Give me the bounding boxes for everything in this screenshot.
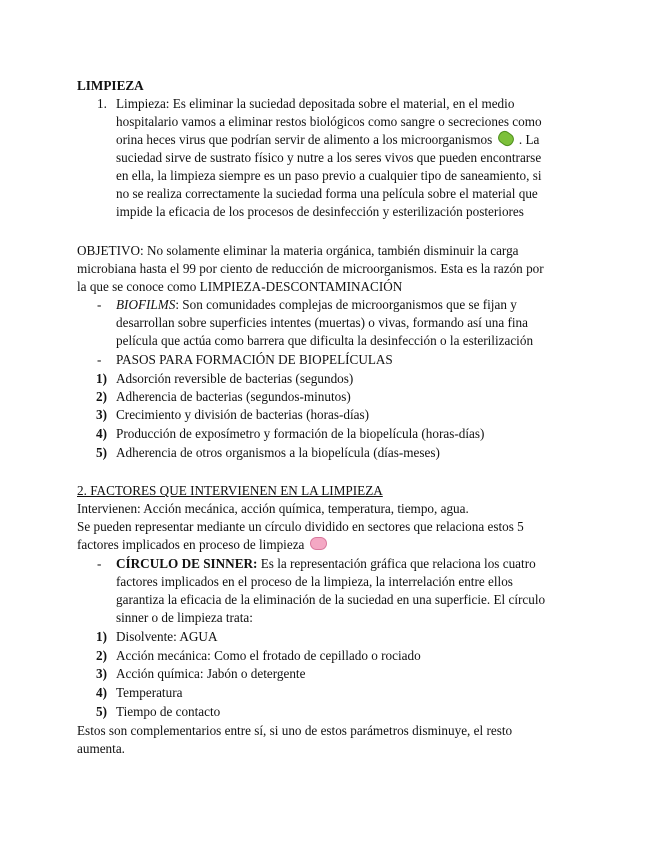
bullet-dash: -: [97, 556, 102, 571]
paragraph-line: [77, 536, 329, 554]
paragraph-line: [116, 131, 539, 149]
line-text: orina heces virus que podrían servir de alimento a los microorganismos: [116, 132, 493, 147]
paragraph-line: Intervienen: Acción mecánica, acción química, temperatura, tiempo, agua.: [77, 501, 469, 516]
section-heading: 2. FACTORES QUE INTERVIENEN EN LA LIMPIEZA: [77, 483, 383, 498]
list-item: Adherencia de bacterias (segundos-minutos): [116, 389, 351, 404]
list-item: Producción de exposímetro y formación de la biopelícula (horas-días): [116, 426, 485, 441]
line-text: : Son comunidades complejas de microorganismos que se fijan y: [175, 297, 517, 312]
paragraph-line: la que se conoce como LIMPIEZA-DESCONTAMINACIÓN: [77, 279, 403, 294]
paragraph-line: Se pueden representar mediante un círculo dividido en sectores que relaciona estos 5: [77, 519, 524, 534]
paragraph-line: desarrollan sobre superficies intentes (muertas) o vivas, formando así una fina: [116, 315, 528, 330]
list-number: 1): [96, 629, 107, 644]
bullet-dash: -: [97, 352, 102, 367]
line-text: Es la representación gráfica que relaciona los cuatro: [257, 556, 536, 571]
paragraph-line: sinner o de limpieza trata:: [116, 610, 253, 625]
term: CÍRCULO DE SINNER:: [116, 556, 258, 571]
paragraph-line: microbiana hasta el 99 por ciento de reducción de microorganismos. Esta es la razón por: [77, 261, 544, 276]
list-item: Acción química: Jabón o detergente: [116, 666, 306, 681]
section-title: LIMPIEZA: [77, 78, 144, 93]
list-number: 4): [96, 426, 107, 441]
paragraph-line: [116, 296, 517, 314]
list-number: 5): [96, 704, 107, 719]
list-item: Tiempo de contacto: [116, 704, 221, 719]
paragraph-line: aumenta.: [77, 741, 125, 756]
list-heading: PASOS PARA FORMACIÓN DE BIOPELÍCULAS: [116, 352, 393, 367]
list-item: Disolvente: AGUA: [116, 629, 218, 644]
list-item: Temperatura: [116, 685, 183, 700]
list-number: 1): [96, 371, 107, 386]
paragraph-line: en ella, la limpieza siempre es un paso previo a cualquier tipo de saneamiento, si: [116, 168, 542, 183]
paragraph-line: hospitalario vamos a eliminar restos biológicos como sangre o secreciones como: [116, 114, 542, 129]
list-number: 2): [96, 648, 107, 663]
paragraph-line: suciedad sirve de sustrato físico y nutre a los seres vivos que pueden encontrarse: [116, 150, 542, 165]
paragraph-line: impide la eficacia de los procesos de desinfección y esterilización posteriores: [116, 204, 524, 219]
list-number: 2): [96, 389, 107, 404]
bacteria-emoji-icon: [495, 129, 516, 149]
line-text: . La: [518, 132, 540, 147]
paragraph-line: película que actúa como barrera que dificulta la desinfección o la esterilización: [116, 333, 534, 348]
list-item: Crecimiento y división de bacterias (horas-días): [116, 407, 370, 422]
list-number: 3): [96, 666, 107, 681]
brain-emoji-icon: [310, 537, 327, 550]
paragraph-line: Limpieza: Es eliminar la suciedad depositada sobre el material, en el medio: [116, 96, 515, 111]
line-text: factores implicados en proceso de limpieza: [77, 537, 305, 552]
list-item: Acción mecánica: Como el frotado de cepillado o rociado: [116, 648, 421, 663]
item-number: 1.: [97, 96, 107, 111]
paragraph-line: no se realiza correctamente la suciedad forma una película sobre el material que: [116, 186, 538, 201]
term: BIOFILMS: [116, 297, 176, 312]
list-number: 3): [96, 407, 107, 422]
bullet-dash: -: [97, 297, 102, 312]
list-item: Adherencia de otros organismos a la biopelícula (días-meses): [116, 445, 440, 460]
paragraph-line: [116, 555, 536, 573]
paragraph-line: factores implicados en el proceso de la limpieza, la interrelación entre ellos: [116, 574, 513, 589]
list-number: 5): [96, 445, 107, 460]
list-item: Adsorción reversible de bacterias (segundos): [116, 371, 354, 386]
paragraph-line: OBJETIVO: No solamente eliminar la materia orgánica, también disminuir la carga: [77, 243, 519, 258]
paragraph-line: garantiza la eficacia de la eliminación de la suciedad en una superficie. El círculo: [116, 592, 546, 607]
paragraph-line: Estos son complementarios entre sí, si uno de estos parámetros disminuye, el resto: [77, 723, 513, 738]
list-number: 4): [96, 685, 107, 700]
